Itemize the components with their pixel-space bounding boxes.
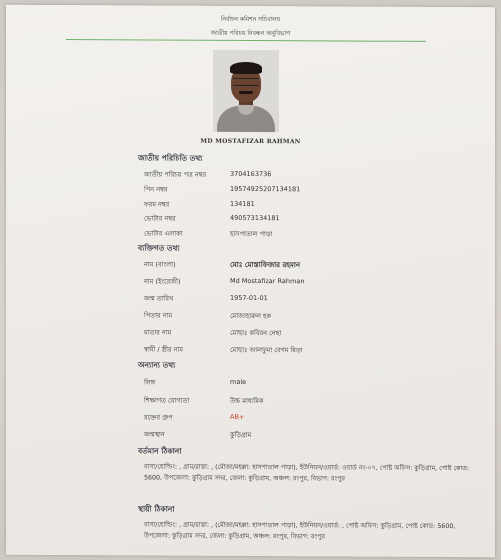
value-pin-number: 19574925207134181 [230, 184, 301, 194]
header-department: জাতীয় পরিচয় নিবন্ধন অনুবিভাগ [210, 29, 291, 38]
header-office: নির্বাচন কমিশন সচিবালয় [220, 15, 281, 24]
value-mother-name: মোছাঃ কবিরন নেছা [230, 328, 282, 338]
value-father-name: মোজাহারুল হক [230, 311, 271, 321]
value-name-bangla: মোঃ মোস্তাফিজার রহমান [230, 260, 301, 270]
value-voter-number: 490573134181 [230, 213, 280, 223]
section-permanent-address: স্থায়ী ঠিকানা [138, 504, 175, 514]
label-birth-date: জন্ম তারিখ [144, 294, 174, 303]
section-national-id: জাতীয় পরিচিতি তথ্য [138, 153, 203, 163]
value-nid-number: 3704163736 [230, 169, 272, 179]
label-spouse-name: স্বামী / স্ত্রীর নাম [144, 345, 183, 354]
value-birth-place: কুড়িগ্রাম [230, 430, 252, 440]
value-form-number: 134181 [230, 199, 255, 209]
label-education: শিক্ষাগত যোগ্যতা [144, 396, 190, 405]
label-gender: লিঙ্গ [144, 378, 156, 387]
label-form-number: ফরম নম্বর [144, 200, 170, 209]
present-address-text: বাসা/হোল্ডিং: , গ্রাম/রাস্তা: , (মৌজা/মহল্লা: হাসপাতাল পাড়া), ইউনিয়ন/ওয়ার্ড: ওয়ার্ড নং-০৭, পোষ্ট অফিস: কুড়িগ্রাম, পোষ্ট কোড: 5600, উপজেলা: কুড়িগ্রাম সদর, জেলা: কুড়িগ্রাম, অঞ্চল: রংপুর, বিভাগ: রংপুর [144, 463, 470, 483]
label-blood-group: রক্তের গ্রুপ [144, 413, 173, 422]
value-education: উচ্চ মাধ্যমিক [230, 396, 264, 406]
label-father-name: পিতার নাম [144, 311, 173, 320]
portrait-photo [213, 50, 279, 132]
value-blood-group: AB+ [230, 412, 245, 421]
value-name-english: Md Mostafizar Rahman [230, 276, 305, 286]
label-voter-number: ভোটার নম্বর [144, 214, 176, 223]
label-birth-place: জন্মস্থান [144, 430, 165, 439]
value-voter-area: হাসপাতাল পাড়া [230, 229, 273, 239]
value-spouse-name: মোছাঃ আলফুমা বেগম মিতা [230, 345, 303, 355]
person-name: MD MOSTAFIZAR RAHMAN [200, 137, 301, 146]
label-name-english: নাম (ইংরেজী) [144, 277, 181, 286]
label-pin-number: পিন নম্বর [144, 185, 168, 194]
section-present-address: বর্তমান ঠিকানা [138, 446, 182, 456]
section-personal: ব্যক্তিগত তথ্য [138, 243, 180, 253]
value-birth-date: 1957-01-01 [230, 293, 268, 303]
label-name-bangla: নাম (বাংলা) [144, 260, 176, 269]
label-nid-number: জাতীয় পরিচয় পত্র নম্বর [144, 170, 207, 179]
value-gender: male [230, 377, 247, 386]
permanent-address-text: বাসা/হোল্ডিং: , গ্রাম/রাস্তা: , (মৌজা/মহল্লা: হাসপাতাল পাড়া), ইউনিয়ন/ওয়ার্ড: , পোষ্ট অফিস: কুড়িগ্রাম, পোষ্ট কোড: 5600, উপজেলা: কুড়িগ্রাম সদর, জেলা: কুড়িগ্রাম, অঞ্চল: রংপুর, বিভাগ: রংপুর [144, 521, 456, 541]
label-mother-name: মাতার নাম [144, 328, 172, 337]
nid-document [6, 5, 495, 558]
label-voter-area: ভোটার এলাকা [144, 229, 183, 238]
section-other: অন্যান্য তথ্য [138, 360, 176, 370]
